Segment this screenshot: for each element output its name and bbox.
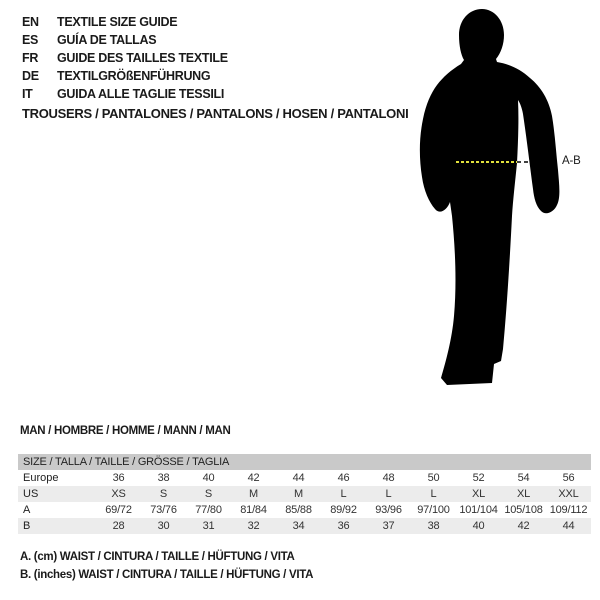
europe-size-cell: 56: [562, 472, 575, 484]
legend-row-es: [22, 31, 228, 49]
waist-cm-cell: 73/76: [150, 504, 177, 516]
europe-size-cell: 54: [517, 472, 530, 484]
us-size-cell: M: [249, 488, 258, 500]
waist-cm-cell: 81/84: [240, 504, 267, 516]
product-heading: TROUSERS / PANTALONES / PANTALONS / HOSEN / PANTALONI: [22, 106, 409, 121]
europe-size-cell: 52: [472, 472, 485, 484]
europe-size-cell: 36: [112, 472, 125, 484]
europe-size-cell: 44: [292, 472, 305, 484]
us-size-cell: XL: [471, 488, 486, 500]
us-size-cell: XXL: [558, 488, 579, 500]
language-label-en: TEXTILE SIZE GUIDE: [57, 15, 178, 29]
us-size-cell: XL: [516, 488, 531, 500]
table-row-b-inches: [18, 518, 591, 534]
europe-size-cell: 50: [427, 472, 440, 484]
waist-cm-cell: 85/88: [285, 504, 312, 516]
waist-inches-cell: 42: [517, 520, 530, 532]
table-row-a-cm: [18, 502, 591, 518]
row-label-a: A: [23, 504, 31, 516]
us-size-cell: M: [294, 488, 303, 500]
us-size-cell: S: [159, 488, 168, 500]
waist-inches-cell: 37: [382, 520, 395, 532]
waist-cm-cell: 93/96: [375, 504, 402, 516]
waist-inches-cell: 30: [157, 520, 170, 532]
waist-cm-cell: 105/108: [504, 504, 543, 516]
waist-inches-cell: 44: [562, 520, 575, 532]
us-size-cell: L: [385, 488, 392, 500]
waist-inches-cell: 38: [427, 520, 440, 532]
legend-row-de: [22, 67, 228, 85]
language-label-it: GUIDA ALLE TAGLIE TESSILI: [57, 87, 225, 101]
table-row-europe: [18, 470, 591, 486]
us-size-cell: L: [340, 488, 347, 500]
legend-row-fr: [22, 49, 228, 67]
row-label-us: US: [23, 488, 39, 500]
waist-inches-cell: 28: [112, 520, 125, 532]
note-b-inches: B. (inches) WAIST / CINTURA / TAILLE / HÜFTUNG / VITA: [20, 569, 314, 581]
legend-row-it: [22, 85, 228, 103]
language-label-fr: GUIDE DES TAILLES TEXTILE: [57, 51, 228, 65]
waist-cm-cell: 109/112: [549, 504, 588, 516]
note-a-cm: A. (cm) WAIST / CINTURA / TAILLE / HÜFTUNG / VITA: [20, 551, 295, 563]
gender-heading: MAN / HOMBRE / HOMME / MANN / MAN: [20, 425, 231, 437]
language-code-de: DE: [22, 69, 39, 83]
man-silhouette: [420, 9, 560, 385]
measurement-label-ab: A-B: [562, 155, 581, 167]
legend-row-en: [22, 13, 228, 31]
waist-cm-cell: 97/100: [417, 504, 450, 516]
europe-size-cell: 40: [202, 472, 215, 484]
waist-inches-cell: 40: [472, 520, 485, 532]
size-table-header: SIZE / TALLA / TAILLE / GRÖSSE / TAGLIA: [18, 454, 591, 470]
language-code-it: IT: [22, 87, 33, 101]
us-size-cell: XS: [111, 488, 126, 500]
europe-size-cell: 48: [382, 472, 395, 484]
table-row-us: [18, 486, 591, 502]
language-label-es: GUÍA DE TALLAS: [57, 33, 157, 47]
us-size-cell: S: [204, 488, 213, 500]
row-label-b: B: [23, 520, 31, 532]
size-table: [18, 454, 591, 534]
waist-inches-cell: 32: [247, 520, 260, 532]
waist-cm-cell: 69/72: [105, 504, 132, 516]
row-label-europe: Europe: [23, 472, 59, 484]
waist-inches-cell: 34: [292, 520, 305, 532]
europe-size-cell: 38: [157, 472, 170, 484]
language-label-de: TEXTILGRÖßENFÜHRUNG: [57, 69, 211, 83]
language-code-fr: FR: [22, 51, 39, 65]
europe-size-cell: 42: [247, 472, 260, 484]
language-code-en: EN: [22, 15, 39, 29]
waist-cm-cell: 89/92: [330, 504, 357, 516]
us-size-cell: L: [430, 488, 437, 500]
waist-inches-cell: 31: [202, 520, 215, 532]
europe-size-cell: 46: [337, 472, 350, 484]
language-legend: [22, 13, 228, 103]
waist-cm-cell: 101/104: [459, 504, 498, 516]
waist-cm-cell: 77/80: [195, 504, 222, 516]
waist-inches-cell: 36: [337, 520, 350, 532]
language-code-es: ES: [22, 33, 39, 47]
measurement-notes: [20, 548, 313, 584]
